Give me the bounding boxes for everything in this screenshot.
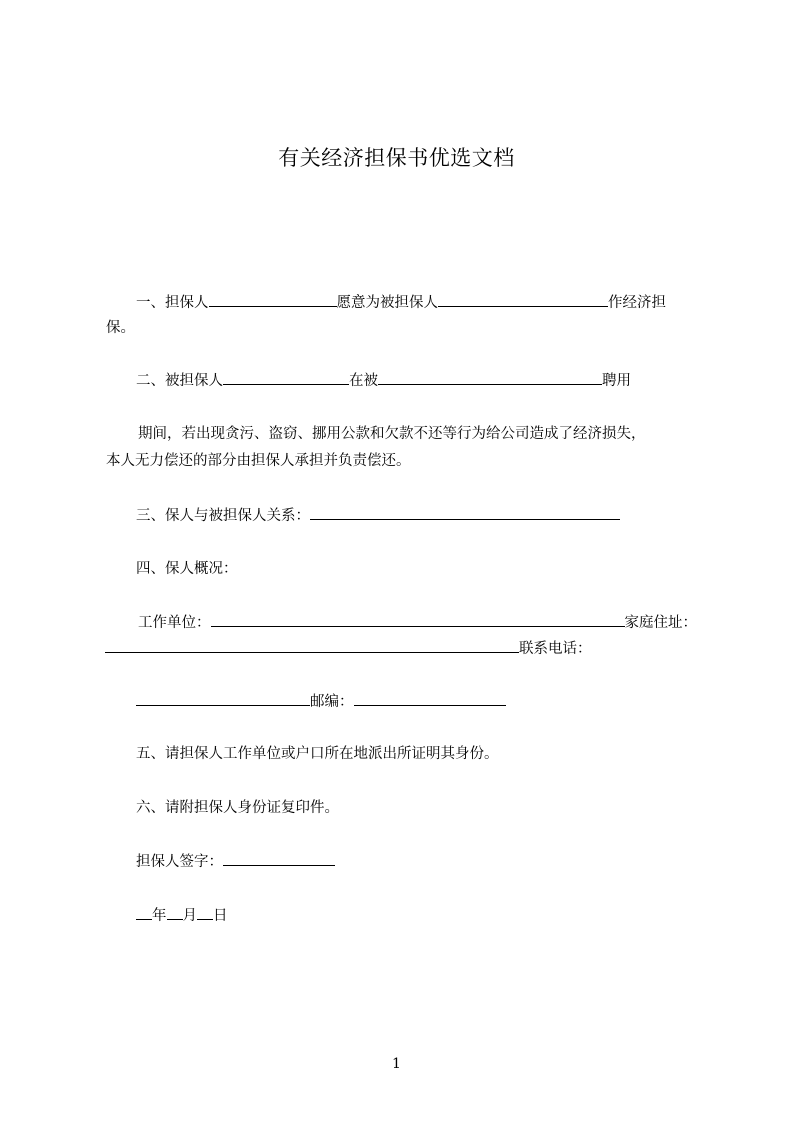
guarantor-label: 一、担保人: [136, 295, 209, 311]
signature-blank[interactable]: [223, 851, 335, 866]
phone-blank[interactable]: [136, 691, 310, 706]
employer-blank[interactable]: [378, 370, 602, 385]
economic-guarantee-text: 作经济担: [608, 295, 666, 311]
section-2-line: [136, 370, 631, 391]
page-number: 1: [392, 1056, 401, 1072]
year-blank[interactable]: [136, 905, 152, 920]
hired-text: 聘用: [602, 373, 631, 389]
section-5-text: 五、请担保人工作单位或户口所在地派出所证明其身份。: [136, 746, 499, 762]
work-unit-label: 工作单位：: [138, 615, 211, 631]
section-6-text: 六、请附担保人身份证复印件。: [136, 800, 339, 816]
postal-label: 邮编：: [310, 694, 354, 710]
postal-code-blank[interactable]: [354, 691, 506, 706]
postal-line: [136, 691, 506, 712]
signature-label: 担保人签字：: [136, 854, 223, 870]
section-1-cont: 保。: [106, 320, 135, 336]
guaranteed-person-blank[interactable]: [223, 370, 349, 385]
year-label: 年: [152, 908, 167, 924]
period-paragraph-line1: 期间，若出现贪污、盗窃、挪用公款和欠款不还等行为给公司造成了经济损失，: [138, 426, 646, 442]
willing-text: 愿意为被担保人: [336, 295, 438, 311]
month-blank[interactable]: [167, 905, 183, 920]
home-address-label: 家庭住址：: [624, 615, 697, 631]
phone-line: [105, 638, 592, 659]
guarantor-name-blank[interactable]: [209, 292, 337, 307]
section-3-line: [136, 505, 620, 526]
employed-by-text: 在被: [349, 373, 378, 389]
section-1-line: [136, 292, 666, 313]
day-label: 日: [213, 908, 228, 924]
work-line: [138, 612, 697, 633]
date-line: [136, 905, 228, 926]
document-title: 有关经济担保书优选文档: [278, 146, 515, 170]
month-label: 月: [182, 908, 197, 924]
work-unit-blank[interactable]: [211, 612, 625, 627]
day-blank[interactable]: [197, 905, 213, 920]
relationship-blank[interactable]: [310, 505, 620, 520]
signature-line: [136, 851, 335, 872]
phone-label: 联系电话：: [519, 641, 592, 657]
home-address-blank[interactable]: [105, 638, 519, 653]
relationship-label: 三、保人与被担保人关系：: [136, 508, 310, 524]
section-4-heading: 四、保人概况：: [136, 561, 238, 577]
guaranteed-name-blank[interactable]: [438, 292, 608, 307]
guaranteed-label: 二、被担保人: [136, 373, 223, 389]
period-paragraph-line2: 本人无力偿还的部分由担保人承担并负责偿还。: [106, 453, 411, 469]
